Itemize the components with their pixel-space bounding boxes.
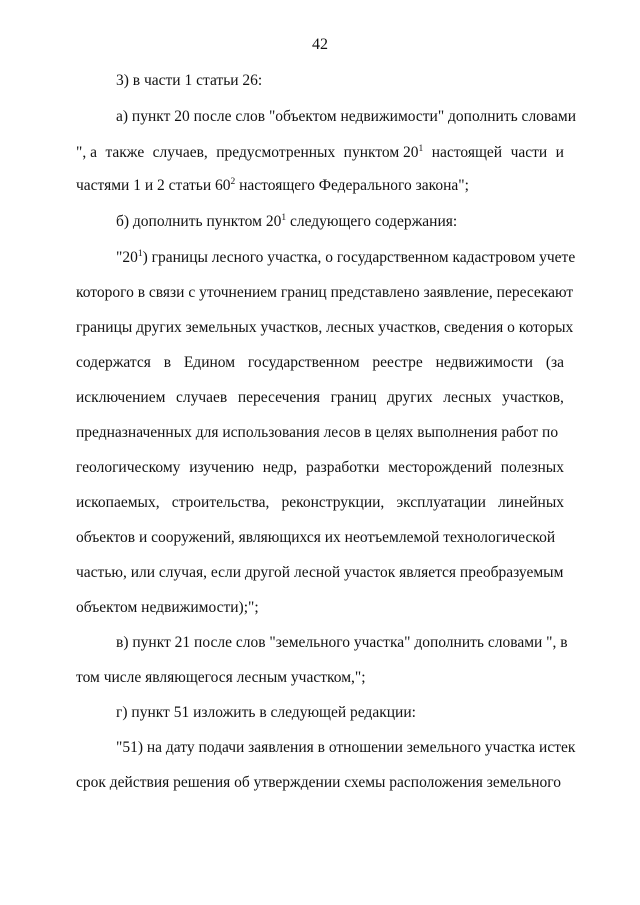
text-word: в (163, 354, 172, 371)
text-word: строительства, (171, 494, 270, 511)
text-word: недр, (262, 459, 298, 476)
quoted-clause-line-7 (76, 459, 564, 477)
paragraph-item-a-line-3 (76, 177, 469, 195)
paragraph-item-b (116, 213, 457, 231)
paragraph-item-v: в) пункт 21 после слов "земельного участка" дополнить словами ", в (116, 634, 568, 651)
text-word: части (510, 144, 548, 161)
text-word: геологическому (76, 459, 181, 476)
text-word: случаев (175, 389, 228, 406)
text-fragment: "20 (116, 249, 138, 266)
paragraph-item-g: г) пункт 51 изложить в следующей редакции: (116, 704, 416, 721)
text-word: пересечения (237, 389, 320, 406)
paragraph-item-a: а) пункт 20 после слов "объектом недвижимости" дополнить словами (116, 108, 577, 125)
text-word: реконструкции, (281, 494, 385, 511)
quoted-clause-line-9: объектов и сооружений, являющихся их неотъемлемой технологической (76, 529, 556, 546)
quoted-clause-line-5 (76, 389, 564, 407)
text-word: эксплуатации (396, 494, 486, 511)
text-word: других (387, 389, 433, 406)
text-word: лесных (443, 389, 492, 406)
quoted-clause-line-2: которого в связи с уточнением границ представлено заявление, пересекают (76, 284, 574, 301)
text-word: случаев, (152, 144, 208, 161)
quoted-clause-51-line-2: срок действия решения об утверждении схемы расположения земельного (76, 774, 561, 791)
text-fragment: настоящего Федерального закона"; (235, 177, 469, 194)
text-word: (за (545, 354, 564, 371)
text-word: ископаемых, (76, 494, 160, 511)
text-word: ", а (76, 144, 97, 161)
quoted-clause-line-3: границы других земельных участков, лесных участков, сведения о которых (76, 319, 574, 336)
text-word: разработки (305, 459, 380, 476)
superscript: 1 (281, 213, 287, 223)
text-word: содержатся (76, 354, 151, 371)
text-word: настоящей (431, 144, 503, 161)
paragraph-item-3: 3) в части 1 статьи 26: (116, 72, 263, 89)
text-fragment: ) границы лесного участка, о государственном кадастровом учете (142, 249, 576, 266)
text-fragment: частями 1 и 2 статьи 60 (76, 177, 231, 194)
quoted-clause-line-6: предназначенных для использования лесов в целях выполнения работ по (76, 424, 559, 441)
text-word: и (555, 144, 564, 161)
quoted-clause-line-11: объектом недвижимости);"; (76, 599, 259, 616)
paragraph-item-a-line-2 (76, 144, 564, 162)
page-number: 42 (312, 36, 328, 53)
text-word: государственном (247, 354, 360, 371)
text-word: исключением (76, 389, 166, 406)
text-word: полезных (500, 459, 564, 476)
quoted-clause-line-8 (76, 494, 564, 512)
text-word: предусмотренных (216, 144, 336, 161)
paragraph-item-v-line-2: том числе являющегося лесным участком,"; (76, 669, 366, 686)
text-word: изучению (189, 459, 254, 476)
text-word: недвижимости (435, 354, 533, 371)
text-word: реестре (372, 354, 423, 371)
text-fragment: следующего содержания: (286, 213, 458, 230)
text-fragment: пунктом 20 (343, 144, 419, 161)
superscript: 1 (418, 144, 424, 154)
superscript: 1 (137, 249, 143, 259)
text-fragment: б) дополнить пунктом 20 (116, 213, 282, 230)
quoted-clause-51-line-1: "51) на дату подачи заявления в отношении земельного участка истек (116, 739, 576, 756)
text-word: также (105, 144, 145, 161)
text-word (344, 144, 424, 162)
quoted-clause-line-10: частью, или случая, если другой лесной участок является преобразуемым (76, 564, 564, 581)
quoted-clause-line-1 (116, 249, 575, 267)
text-word: месторождений (388, 459, 492, 476)
superscript: 2 (230, 177, 236, 187)
text-word: границ (330, 389, 377, 406)
text-word: участков, (502, 389, 564, 406)
text-word: Едином (183, 354, 236, 371)
text-word: линейных (498, 494, 564, 511)
quoted-clause-line-4 (76, 354, 564, 372)
